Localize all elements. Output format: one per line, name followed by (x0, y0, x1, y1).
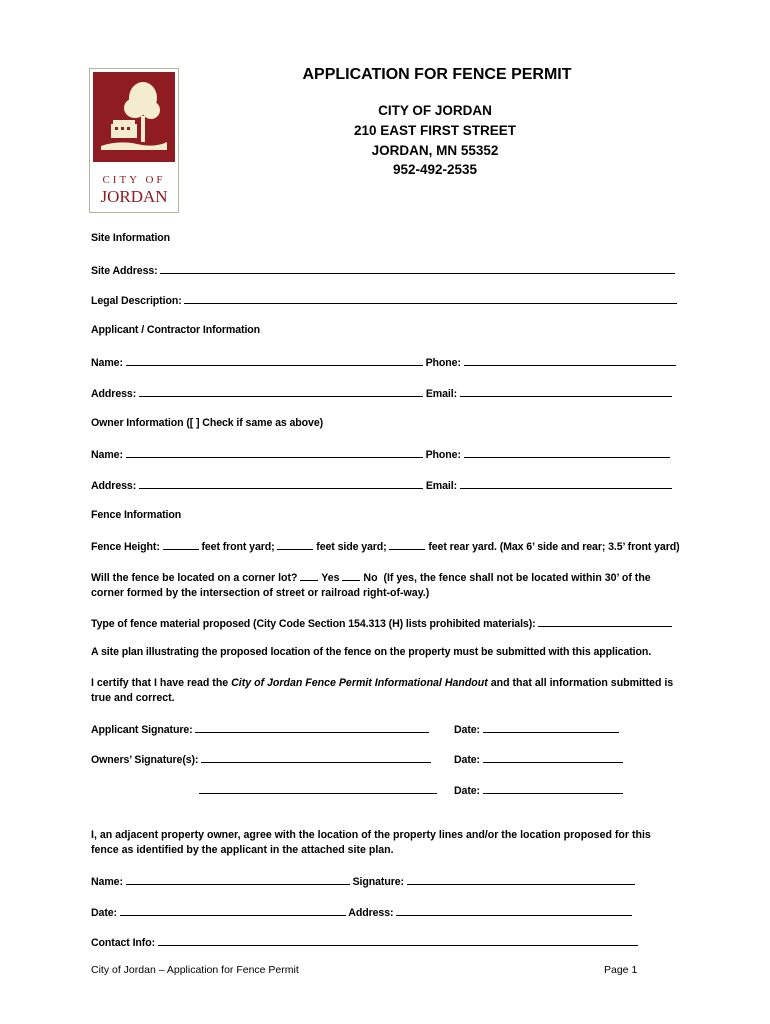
applicant-email-label: Email: (425, 388, 458, 400)
owners-date-row-1 (454, 752, 623, 766)
legal-description-label: Legal Description: (91, 295, 182, 307)
adjacent-name-field[interactable] (126, 874, 350, 885)
corner-lot-no-field[interactable] (342, 570, 360, 581)
corner-lot-yes-field[interactable] (300, 570, 318, 581)
front-yard-height-field[interactable] (163, 539, 199, 550)
applicant-phone-label: Phone: (425, 357, 461, 369)
mill-building-icon (111, 120, 137, 138)
applicant-date-field[interactable] (483, 722, 619, 733)
side-yard-label: feet side yard; (316, 541, 387, 553)
owners-signature-label: Owners’ Signature(s): (91, 754, 199, 766)
owner-email-label: Email: (425, 480, 458, 492)
certify-text-b: and that all information submitted is true and correct. (91, 677, 674, 704)
owner-address-field[interactable] (139, 478, 423, 489)
owner-email-field[interactable] (460, 478, 672, 489)
owner-name-row (91, 447, 670, 461)
applicant-name-row (91, 355, 676, 369)
adjacent-signature-field[interactable] (407, 874, 635, 885)
applicant-information-heading: Applicant / Contractor Information (91, 324, 261, 336)
owner-phone-field[interactable] (464, 447, 670, 458)
rear-yard-height-field[interactable] (389, 539, 425, 550)
site-information-heading: Site Information (91, 232, 171, 244)
corner-lot-label: Will the fence be located on a corner lot? (91, 572, 298, 584)
city-of-jordan-logo (89, 68, 179, 213)
certify-text-a: I certify that I have read the (91, 677, 229, 689)
street-address: 210 EAST FIRST STREET (353, 123, 517, 138)
owners-signature-field-2[interactable] (199, 783, 437, 794)
page-number: Page 1 (604, 964, 638, 976)
fence-material-row (91, 616, 672, 630)
legal-description-field[interactable] (184, 293, 677, 304)
yes-label: Yes (321, 572, 340, 584)
owners-date-label-1: Date: (454, 754, 480, 766)
adjacent-address-label: Address: (348, 907, 394, 919)
applicant-name-field[interactable] (126, 355, 423, 366)
applicant-date-row (454, 722, 619, 736)
adjacent-contact-field[interactable] (158, 935, 638, 946)
city-name: CITY OF JORDAN (378, 103, 492, 118)
city-phone: 952-492-2535 (392, 162, 478, 177)
front-yard-label: feet front yard; (201, 541, 275, 553)
owner-information-heading: Owner Information ([ ] Check if same as above) (91, 417, 324, 429)
svg-text:JORDAN: JORDAN (100, 187, 168, 206)
applicant-name-label: Name: (91, 357, 123, 369)
owner-address-row (91, 478, 672, 492)
applicant-signature-field[interactable] (195, 722, 429, 733)
footer-title: City of Jordan – Application for Fence Permit (91, 964, 299, 976)
owner-name-label: Name: (91, 449, 123, 461)
applicant-email-field[interactable] (460, 386, 672, 397)
adjacent-name-label: Name: (91, 876, 123, 888)
adjacent-date-label: Date: (91, 907, 117, 919)
owners-signature-row (91, 752, 431, 766)
fence-material-label: Type of fence material proposed (City Code Section 154.313 (H) lists prohibited materials): (91, 618, 536, 630)
adjacent-date-field[interactable] (120, 905, 346, 916)
no-label: No (363, 572, 378, 584)
site-address-label: Site Address: (91, 265, 158, 277)
site-address-row (91, 263, 675, 277)
document-title: APPLICATION FOR FENCE PERMIT (302, 66, 572, 83)
owners-signature-field-1[interactable] (201, 752, 431, 763)
adjacent-owner-statement: I, an adjacent property owner, agree with the location of the property lines and/or the location proposed for this fence as identified by the applicant in the attached site plan. (91, 829, 651, 856)
adjacent-contact-label: Contact Info: (91, 937, 156, 949)
owners-date-row-2 (454, 783, 623, 797)
fence-height-label: Fence Height: (91, 541, 160, 553)
rear-yard-label: feet rear yard. (Max 6’ side and rear; 3.5’ front yard) (428, 541, 680, 553)
applicant-date-label: Date: (454, 724, 480, 736)
owner-address-label: Address: (91, 480, 137, 492)
owner-phone-label: Phone: (425, 449, 461, 461)
applicant-phone-field[interactable] (464, 355, 676, 366)
applicant-address-row (91, 386, 672, 400)
fence-information-heading: Fence Information (91, 509, 182, 521)
applicant-address-field[interactable] (139, 386, 423, 397)
side-yard-height-field[interactable] (277, 539, 313, 550)
owner-name-field[interactable] (126, 447, 423, 458)
certification-statement (91, 676, 681, 706)
fence-height-row (91, 539, 680, 553)
handout-title: City of Jordan Fence Permit Informational Handout (231, 677, 488, 689)
adjacent-date-row (91, 905, 632, 919)
owners-date-label-2: Date: (454, 785, 480, 797)
corner-lot-question (91, 570, 681, 601)
legal-description-row (91, 293, 677, 307)
owners-signature-row-2 (199, 783, 437, 797)
adjacent-signature-label: Signature: (352, 876, 404, 888)
adjacent-contact-row (91, 935, 638, 949)
site-plan-notice: A site plan illustrating the proposed location of the fence on the property must be submitted with this application. (91, 646, 652, 658)
owners-date-field-1[interactable] (483, 752, 623, 763)
city-state-zip: JORDAN, MN 55352 (371, 143, 499, 158)
svg-text:CITY OF: CITY OF (102, 174, 166, 186)
applicant-address-label: Address: (91, 388, 137, 400)
owners-date-field-2[interactable] (483, 783, 623, 794)
applicant-signature-label: Applicant Signature: (91, 724, 193, 736)
adjacent-name-row (91, 874, 635, 888)
site-address-field[interactable] (160, 263, 675, 274)
corner-lot-note: (If yes, the fence shall not be located within 30’ of the corner formed by the intersection of street or railroad right-of-way.) (91, 572, 651, 599)
applicant-signature-row (91, 722, 429, 736)
fence-material-field[interactable] (538, 616, 672, 627)
adjacent-address-field[interactable] (396, 905, 632, 916)
